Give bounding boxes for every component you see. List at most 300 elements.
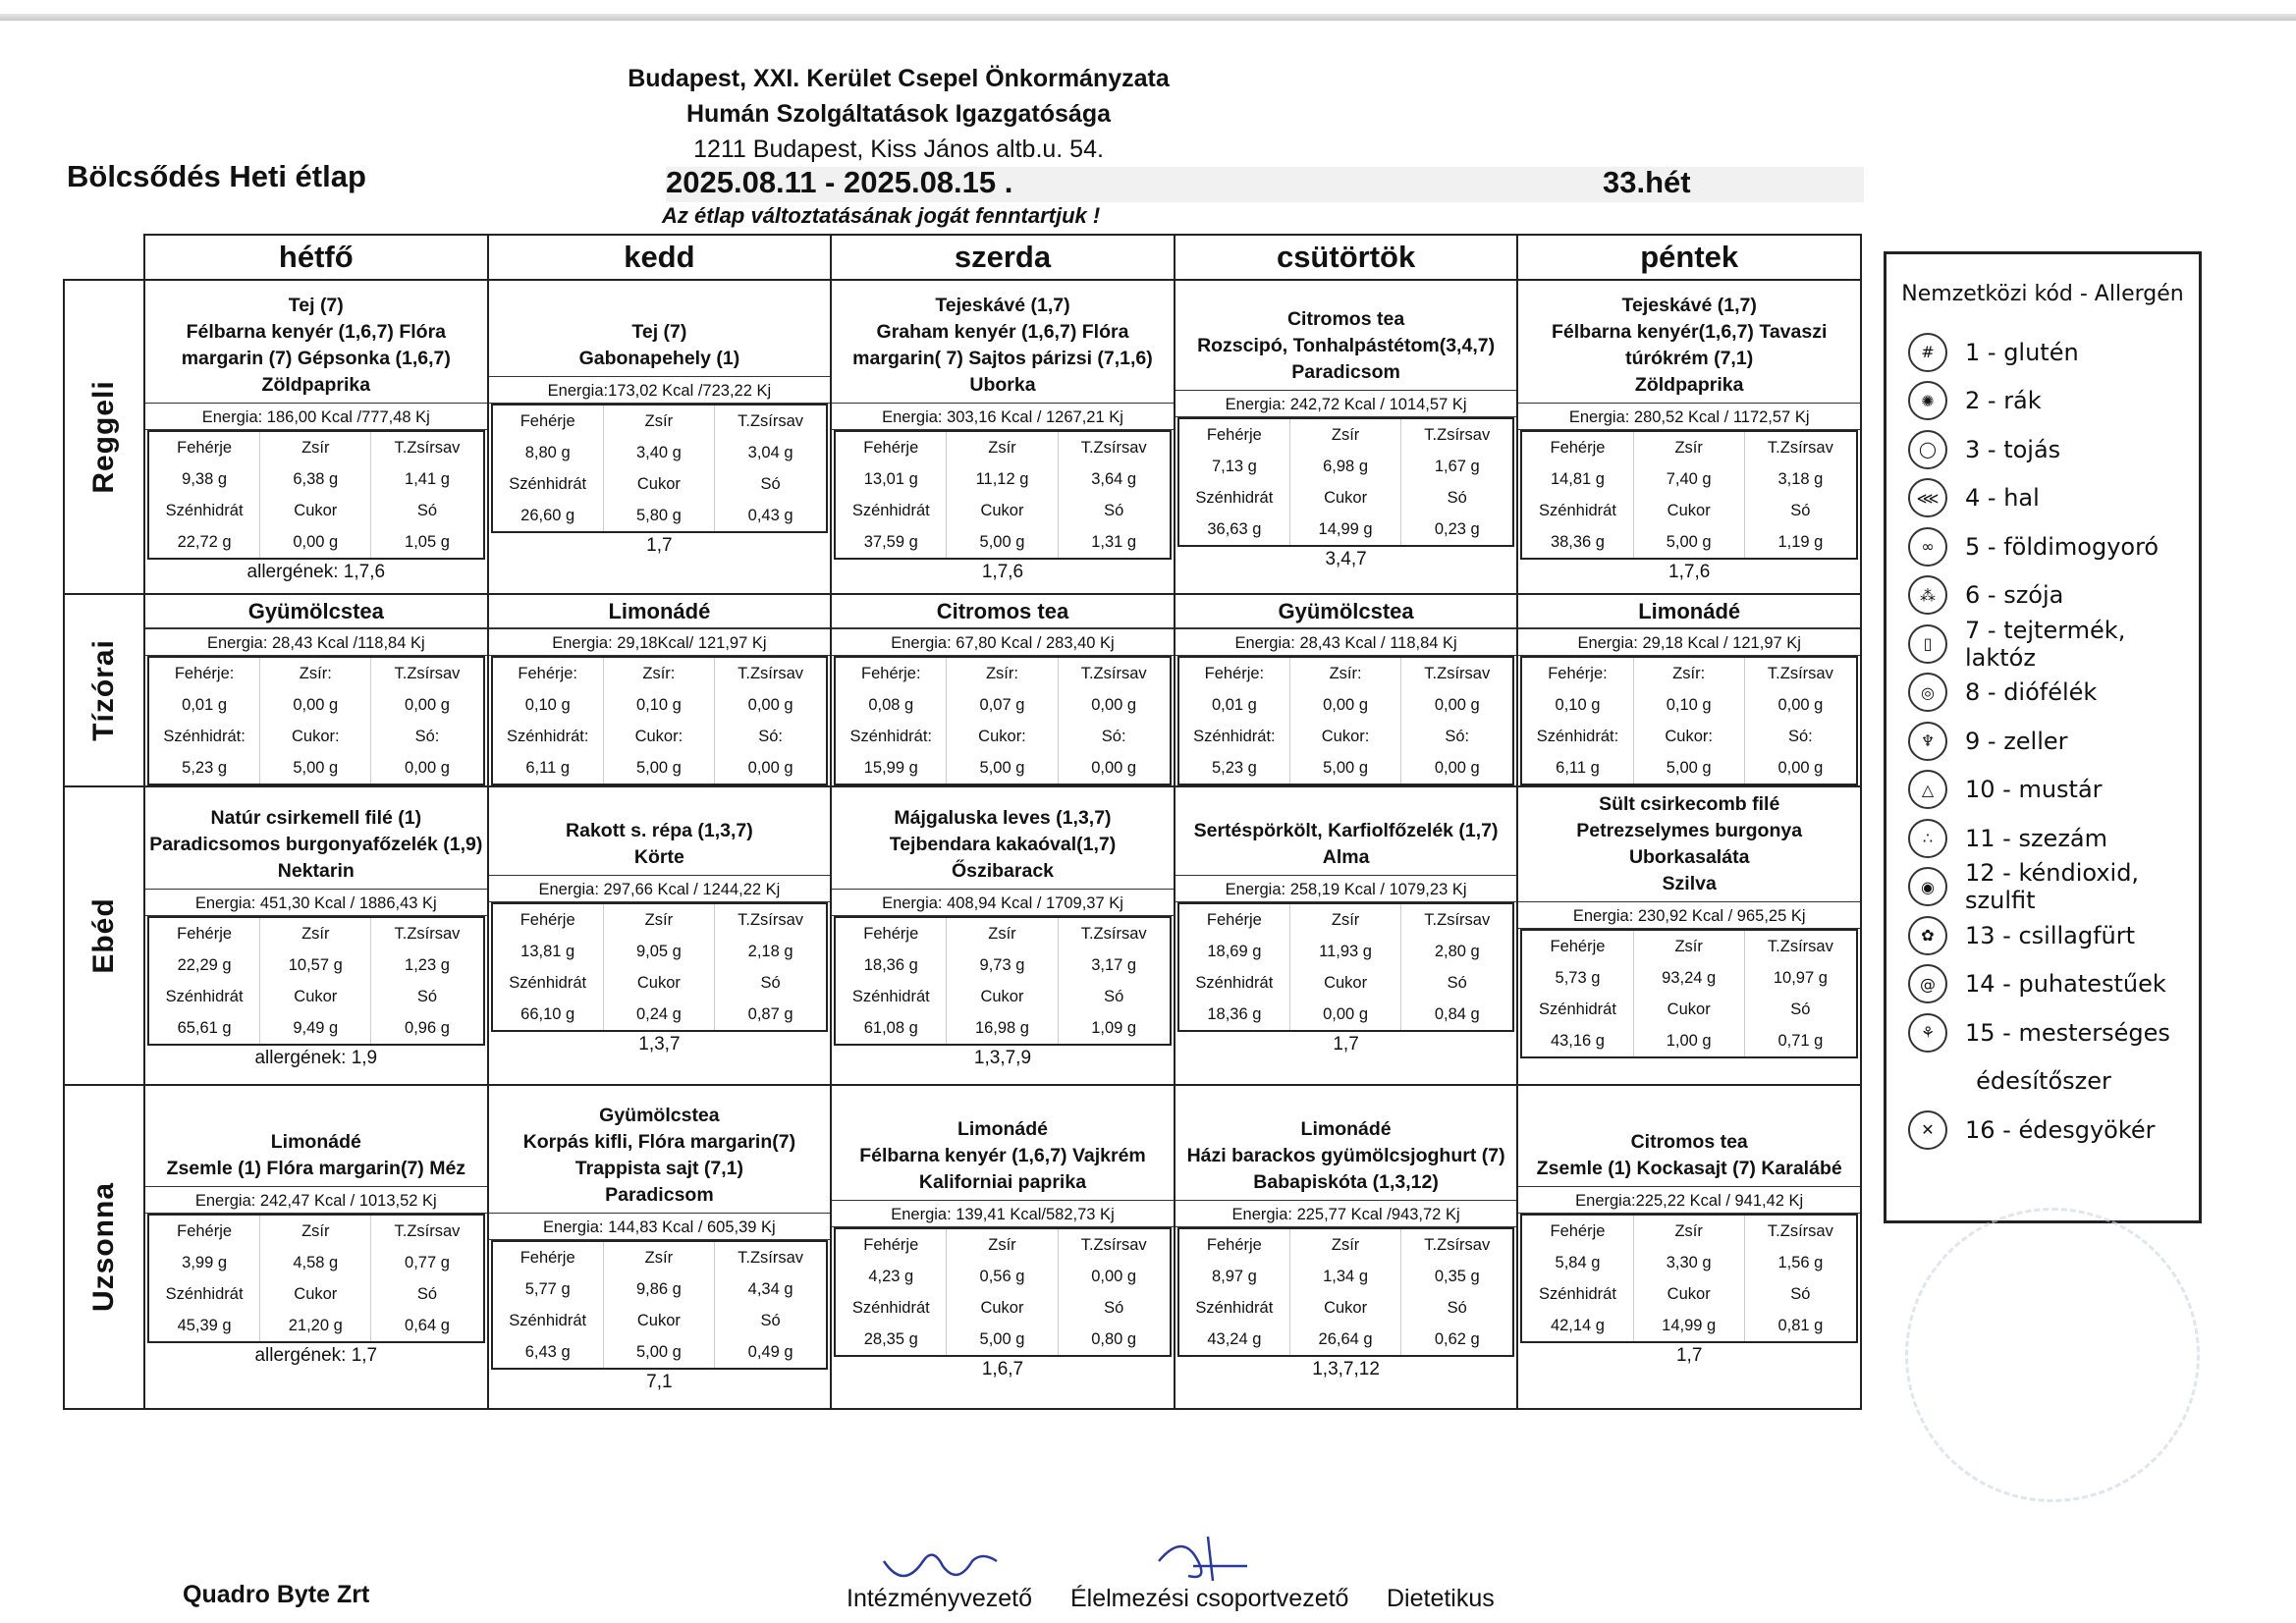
- nutrition-value: 5,00 g: [1634, 526, 1745, 558]
- nutrition-value: 0,96 g: [405, 1018, 450, 1037]
- nutrition-value: 4,34 g: [747, 1280, 793, 1298]
- menu-cell: [488, 280, 832, 594]
- legend-label: 2 - rák: [1965, 387, 2042, 415]
- nutrition-label: Zsír: [604, 406, 715, 437]
- nutrition-value: 0,00 g: [405, 759, 450, 777]
- nutrition-grid: [1177, 902, 1515, 1032]
- nutrition-value: 45,39 g: [149, 1310, 260, 1341]
- nutrition-label: Só: [416, 502, 438, 519]
- menu-cell: [488, 786, 832, 1085]
- nutrition-label: Só:: [414, 728, 440, 745]
- legend-item: [1886, 571, 2199, 621]
- meal-label-ebed: [64, 786, 144, 1085]
- nutrition-label: Szénhidrát: [1179, 482, 1290, 514]
- nutrition-value: 1,41 g: [405, 470, 450, 488]
- nutrition-value: 0,08 g: [836, 689, 947, 721]
- page-title: Bölcsődés Heti étlap: [67, 159, 366, 193]
- menu-cell: [488, 594, 832, 786]
- nutrition-label: Szénhidrát: [1522, 1278, 1633, 1310]
- nutrition-label: T.Zsírsav: [1080, 924, 1147, 943]
- legend-label: 9 - zeller: [1965, 727, 2068, 755]
- nutrition-grid: [147, 430, 485, 560]
- energy-value: Energia:173,02 Kcal /723,22 Kj: [489, 376, 831, 404]
- nutrition-label: T.Zsírsav: [1424, 665, 1491, 682]
- nutrition-label: Só: [1790, 1001, 1811, 1018]
- nutrition-value: 5,73 g: [1522, 962, 1633, 994]
- nutrition-label: Zsír: [947, 432, 1058, 463]
- nutrition-grid: [1177, 656, 1515, 785]
- nutrition-value: 26,60 g: [493, 500, 604, 531]
- nutrition-value: 5,00 g: [947, 752, 1058, 784]
- nutrition-label: Cukor: [1290, 1292, 1401, 1324]
- nutrition-label: Zsír: [947, 918, 1058, 949]
- nutrition-value: 6,11 g: [1522, 752, 1633, 784]
- legend-item: [1886, 911, 2199, 960]
- nutrition-value: 3,04 g: [747, 444, 793, 461]
- nutrition-label: Szénhidrát: [836, 981, 947, 1012]
- nutrition-grid: [834, 916, 1172, 1046]
- nutrition-label: Só:: [1445, 728, 1470, 745]
- allergen-codes: 1,7: [1675, 1345, 1703, 1366]
- nutrition-label: Cukor: [947, 1292, 1058, 1324]
- nutrition-label: Szénhidrát: [1522, 495, 1633, 526]
- sesame-icon: ∴: [1908, 819, 1947, 858]
- nutrition-value: 0,43 g: [747, 507, 793, 524]
- nutrition-value: 5,00 g: [1634, 752, 1745, 784]
- nutrition-label: Cukor: [947, 495, 1058, 526]
- legend-label: 4 - hal: [1965, 484, 2040, 513]
- legend-item: [1886, 616, 2199, 672]
- nutrition-value: 66,10 g: [493, 999, 604, 1030]
- food-items: Limonádé Házi barackos gyümölcsjoghurt (7) Babapiskóta (1,3,12): [1186, 1117, 1505, 1193]
- nutrition-value: 0,10 g: [1522, 689, 1633, 721]
- snack-name: Limonádé: [1518, 595, 1860, 628]
- energy-value: Energia: 28,43 Kcal /118,84 Kj: [145, 628, 487, 656]
- top-rule: [0, 14, 2296, 21]
- energy-value: Energia: 408,94 Kcal / 1709,37 Kj: [832, 889, 1174, 916]
- nutrition-label: T.Zsírsav: [1080, 1235, 1147, 1254]
- nutrition-value: 6,11 g: [493, 752, 604, 784]
- nutrition-label: Só:: [1788, 728, 1813, 745]
- nutrition-label: Só:: [1101, 728, 1126, 745]
- nutrition-value: 1,56 g: [1777, 1254, 1824, 1271]
- meal-name: Tízórai: [87, 639, 120, 741]
- nutrition-label: T.Zsírsav: [1080, 439, 1147, 457]
- food-items: Tejeskávé (1,7) Graham kenyér (1,6,7) Flóra margarin( 7) Sajtos párizsi (7,1,6) Uborka: [852, 295, 1153, 396]
- nutrition-label: Só: [1790, 502, 1811, 519]
- crab-icon: ✺: [1908, 381, 1947, 420]
- nutrition-value: 0,00 g: [1290, 689, 1401, 721]
- meal-label-uzsonna: [64, 1085, 144, 1409]
- nutrition-value: 5,00 g: [947, 1324, 1058, 1355]
- nutrition-label: Fehérje: [149, 1216, 260, 1247]
- legend-label: 5 - földimogyoró: [1965, 532, 2159, 561]
- nutrition-value: 9,73 g: [947, 949, 1058, 981]
- nutrition-value: 9,86 g: [604, 1273, 715, 1305]
- nutrition-label: Fehérje: [1179, 904, 1290, 936]
- nutrition-value: 0,00 g: [260, 689, 371, 721]
- nutrition-label: T.Zsírsav: [1767, 665, 1833, 682]
- nutrition-label: Zsír:: [1290, 658, 1401, 689]
- menu-cell: [831, 594, 1175, 786]
- allergen-codes: 1,7,6: [1668, 562, 1711, 582]
- nutrition-label: Cukor:: [947, 721, 1058, 752]
- nutrition-value: 2,18 g: [747, 943, 793, 960]
- nutrition-label: Zsír:: [260, 658, 371, 689]
- nutrition-label: Szénhidrát: [493, 1305, 604, 1336]
- legend-item: [1886, 960, 2199, 1009]
- nutrition-label: Cukor: [260, 981, 371, 1012]
- nutrition-label: Szénhidrát:: [836, 721, 947, 752]
- nutrition-label: T.Zsírsav: [394, 1222, 461, 1240]
- food-items: Tej (7) Gabonapehely (1): [578, 321, 740, 369]
- energy-value: Energia: 230,92 Kcal / 965,25 Kj: [1518, 901, 1860, 929]
- nutrition-grid: [491, 656, 829, 785]
- legend-item: [1886, 766, 2199, 815]
- nutrition-label: Só:: [758, 728, 783, 745]
- nutrition-label: Szénhidrát:: [1522, 721, 1633, 752]
- nut-icon: ◎: [1908, 673, 1947, 712]
- nutrition-value: 2,80 g: [1434, 943, 1480, 960]
- day-header-row: [64, 235, 1861, 280]
- legend-item: [1886, 1057, 2199, 1107]
- nutrition-label: Só: [760, 475, 781, 493]
- nutrition-label: Szénhidrát:: [493, 721, 604, 752]
- nutrition-value: 5,00 g: [260, 752, 371, 784]
- nutrition-label: T.Zsírsav: [1767, 938, 1833, 955]
- nutrition-label: Fehérje: [493, 904, 604, 936]
- food-items: Gyümölcstea Korpás kifli, Flóra margarin(7) Trappista sajt (7,1) Paradicsom: [522, 1105, 796, 1206]
- nutrition-label: Szénhidrát: [493, 468, 604, 500]
- nutrition-value: 3,64 g: [1091, 470, 1137, 488]
- legend-item: [1886, 814, 2199, 863]
- nutrition-value: 28,35 g: [836, 1324, 947, 1355]
- wheat-icon: #: [1908, 333, 1947, 372]
- sulfite-icon: ◉: [1908, 867, 1947, 906]
- nutrition-label: T.Zsírsav: [1424, 425, 1491, 444]
- nutrition-label: Zsír: [604, 1242, 715, 1273]
- menu-cell: [1175, 786, 1518, 1085]
- menu-cell: [1517, 786, 1861, 1085]
- nutrition-grid: [1520, 430, 1858, 560]
- menu-cell: [831, 1085, 1175, 1409]
- nutrition-label: Zsír: [1634, 432, 1745, 463]
- dept-name: Humán Szolgáltatások Igazgatósága: [685, 100, 1112, 128]
- nutrition-value: 14,99 g: [1634, 1310, 1745, 1341]
- nutrition-value: 1,67 g: [1434, 457, 1480, 475]
- signature-label-catering: Élelmezési csoportvezető: [1070, 1585, 1349, 1612]
- meal-name: Uzsonna: [87, 1181, 120, 1313]
- meal-row-ebed: [64, 786, 1861, 1085]
- nutrition-value: 0,00 g: [1091, 759, 1137, 777]
- nutrition-grid: [1520, 929, 1858, 1058]
- allergen-codes: allergének: 1,9: [254, 1047, 378, 1068]
- nutrition-label: Szénhidrát: [149, 981, 260, 1012]
- nutrition-value: 1,00 g: [1634, 1025, 1745, 1056]
- menu-cell: [488, 1085, 832, 1409]
- allergen-codes: 1,7,6: [981, 562, 1024, 582]
- legend-label: 3 - tojás: [1965, 435, 2061, 463]
- nutrition-value: 0,07 g: [947, 689, 1058, 721]
- day-wednesday: szerda: [831, 235, 1175, 280]
- nutrition-label: Só: [416, 987, 438, 1005]
- week-number: 33.hét: [1603, 165, 1691, 199]
- energy-value: Energia: 242,72 Kcal / 1014,57 Kj: [1175, 390, 1517, 417]
- nutrition-value: 5,84 g: [1522, 1247, 1633, 1278]
- peanut-icon: ∞: [1908, 527, 1947, 567]
- nutrition-value: 3,99 g: [149, 1247, 260, 1278]
- menu-table: [63, 234, 1862, 1410]
- nutrition-label: Cukor: [1634, 994, 1745, 1025]
- nutrition-label: Fehérje:: [836, 658, 947, 689]
- mustard-icon: △: [1908, 770, 1947, 809]
- nutrition-label: Cukor: [604, 468, 715, 500]
- food-items: Májgaluska leves (1,3,7) Tejbendara kakaóval(1,7) Őszibarack: [889, 806, 1117, 882]
- nutrition-value: 61,08 g: [836, 1012, 947, 1044]
- nutrition-label: Fehérje:: [493, 658, 604, 689]
- nutrition-value: 13,81 g: [493, 936, 604, 967]
- notice: Az étlap változtatásának jogát fenntartjuk !: [662, 203, 1101, 228]
- nutrition-value: 11,93 g: [1290, 936, 1401, 967]
- mollusc-icon: @: [1908, 964, 1947, 1003]
- licorice-icon: ✕: [1908, 1110, 1947, 1150]
- nutrition-value: 5,77 g: [493, 1273, 604, 1305]
- menu-cell: [831, 786, 1175, 1085]
- menu-cell: [144, 594, 488, 786]
- nutrition-value: 5,00 g: [604, 752, 715, 784]
- energy-value: Energia: 225,77 Kcal /943,72 Kj: [1175, 1200, 1517, 1227]
- nutrition-label: T.Zsírsav: [1767, 1222, 1833, 1240]
- nutrition-value: 15,99 g: [836, 752, 947, 784]
- day-friday: péntek: [1517, 235, 1861, 280]
- menu-cell: [1175, 280, 1518, 594]
- nutrition-label: T.Zsírsav: [1080, 665, 1147, 682]
- nutrition-value: 0,71 g: [1777, 1032, 1824, 1050]
- nutrition-label: T.Zsírsav: [738, 1249, 804, 1267]
- food-items: Sült csirkecomb filé Petrezselymes burgonya Uborkasaláta Szilva: [1576, 793, 1803, 894]
- nutrition-label: Cukor: [1290, 967, 1401, 999]
- nutrition-label: Só: [416, 1285, 438, 1303]
- nutrition-value: 0,00 g: [1777, 696, 1824, 714]
- nutrition-value: 0,00 g: [1290, 999, 1401, 1030]
- nutrition-label: Fehérje: [1522, 432, 1633, 463]
- nutrition-value: 36,63 g: [1179, 514, 1290, 545]
- menu-cell: [831, 280, 1175, 594]
- legend-label: 14 - puhatestűek: [1965, 970, 2166, 999]
- legend-label: 10 - mustár: [1965, 776, 2103, 804]
- menu-cell: [1175, 594, 1518, 786]
- nutrition-value: 0,00 g: [1434, 696, 1480, 714]
- nutrition-value: 4,23 g: [836, 1261, 947, 1292]
- nutrition-value: 0,84 g: [1434, 1005, 1480, 1023]
- nutrition-value: 0,10 g: [1634, 689, 1745, 721]
- nutrition-value: 5,00 g: [1290, 752, 1401, 784]
- nutrition-grid: [1520, 1214, 1858, 1343]
- org-name: Budapest, XXI. Kerület Csepel Önkormányzata: [628, 65, 1170, 92]
- allergen-codes: 1,3,7,9: [973, 1047, 1032, 1068]
- nutrition-label: Szénhidrát: [493, 967, 604, 999]
- nutrition-label: Fehérje:: [1522, 658, 1633, 689]
- energy-value: Energia: 144,83 Kcal / 605,39 Kj: [489, 1213, 831, 1240]
- nutrition-value: 0,01 g: [149, 689, 260, 721]
- nutrition-value: 0,00 g: [260, 526, 371, 558]
- energy-value: Energia: 139,41 Kcal/582,73 Kj: [832, 1200, 1174, 1227]
- menu-cell: [1517, 594, 1861, 786]
- nutrition-value: 42,14 g: [1522, 1310, 1633, 1341]
- nutrition-label: Só: [760, 1312, 781, 1329]
- nutrition-value: 0,80 g: [1091, 1329, 1137, 1348]
- nutrition-value: 0,64 g: [405, 1317, 450, 1334]
- menu-cell: [144, 280, 488, 594]
- soy-icon: ⁂: [1908, 575, 1947, 615]
- nutrition-label: Fehérje:: [1179, 658, 1290, 689]
- nutrition-label: Zsír:: [947, 658, 1058, 689]
- nutrition-value: 93,24 g: [1634, 962, 1745, 994]
- allergen-codes: 1,6,7: [981, 1358, 1024, 1380]
- energy-value: Energia: 67,80 Kcal / 283,40 Kj: [832, 628, 1174, 656]
- nutrition-value: 1,05 g: [405, 533, 450, 551]
- allergen-codes: 1,7: [1333, 1034, 1359, 1055]
- nutrition-label: Fehérje: [836, 432, 947, 463]
- nutrition-label: Só: [1104, 987, 1124, 1005]
- date-range: 2025.08.11 - 2025.08.15 .: [666, 165, 1013, 199]
- nutrition-value: 8,97 g: [1179, 1261, 1290, 1292]
- nutrition-label: Cukor:: [1290, 721, 1401, 752]
- nutrition-value: 3,18 g: [1777, 470, 1824, 488]
- nutrition-value: 11,12 g: [947, 463, 1058, 495]
- nutrition-label: Fehérje: [836, 918, 947, 949]
- nutrition-value: 0,62 g: [1434, 1329, 1480, 1348]
- meal-label-tizorai: [64, 594, 144, 786]
- nutrition-label: Szénhidrát:: [149, 721, 260, 752]
- nutrition-label: Zsír: [947, 1229, 1058, 1261]
- nutrition-label: Zsír: [260, 918, 371, 949]
- menu-cell: [1517, 1085, 1861, 1409]
- nutrition-value: 0,00 g: [1091, 696, 1137, 714]
- nutrition-label: Cukor:: [604, 721, 715, 752]
- nutrition-value: 1,34 g: [1290, 1261, 1401, 1292]
- day-tuesday: kedd: [488, 235, 832, 280]
- nutrition-label: Só: [1790, 1285, 1811, 1303]
- meal-row-tizorai: [64, 594, 1861, 786]
- nutrition-label: Szénhidrát: [149, 1278, 260, 1310]
- legend-label: 11 - szezám: [1965, 824, 2108, 852]
- nutrition-grid: [491, 902, 829, 1032]
- nutrition-value: 5,23 g: [149, 752, 260, 784]
- nutrition-value: 0,01 g: [1179, 689, 1290, 721]
- nutrition-value: 43,16 g: [1522, 1025, 1633, 1056]
- nutrition-grid: [491, 1240, 829, 1370]
- food-items: Limonádé Zsemle (1) Flóra margarin(7) Méz: [166, 1131, 466, 1179]
- nutrition-label: Cukor: [260, 1278, 371, 1310]
- nutrition-value: 0,10 g: [604, 689, 715, 721]
- nutrition-value: 0,56 g: [947, 1261, 1058, 1292]
- nutrition-value: 6,98 g: [1290, 451, 1401, 482]
- nutrition-value: 26,64 g: [1290, 1324, 1401, 1355]
- allergen-codes: allergének: 1,7,6: [246, 562, 386, 582]
- nutrition-value: 0,87 g: [747, 1005, 793, 1023]
- nutrition-label: T.Zsírsav: [1424, 1235, 1491, 1254]
- allergen-codes: 1,7: [646, 535, 673, 556]
- nutrition-label: Fehérje: [836, 1229, 947, 1261]
- nutrition-value: 9,38 g: [149, 463, 260, 495]
- nutrition-value: 5,00 g: [947, 526, 1058, 558]
- nutrition-value: 3,40 g: [604, 437, 715, 468]
- milk-icon: ▯: [1908, 624, 1947, 664]
- allergen-codes: 7,1: [646, 1372, 673, 1392]
- food-items: Tej (7) Félbarna kenyér (1,6,7) Flóra margarin (7) Gépsonka (1,6,7) Zöldpaprika: [181, 295, 451, 396]
- allergen-codes: allergének: 1,7: [254, 1345, 378, 1366]
- food-items: Natúr csirkemell filé (1) Paradicsomos burgonyafőzelék (1,9) Nektarin: [149, 806, 483, 882]
- nutrition-label: Só: [1447, 488, 1467, 507]
- energy-value: Energia: 297,66 Kcal / 1244,22 Kj: [489, 875, 831, 902]
- nutrition-label: Zsír: [1290, 904, 1401, 936]
- signature-1: [864, 1532, 1061, 1591]
- nutrition-value: 14,81 g: [1522, 463, 1633, 495]
- food-items: Citromos tea Rozscipó, Tonhalpástétom(3,4,7) Paradicsom: [1197, 307, 1496, 383]
- address: 1211 Budapest, Kiss János altb.u. 54.: [693, 135, 1104, 163]
- legend-item: [1886, 425, 2199, 474]
- legend-label: édesítőszer: [1976, 1067, 2111, 1096]
- day-monday: hétfő: [144, 235, 488, 280]
- legend-label: 8 - diófélék: [1965, 678, 2098, 707]
- egg-icon: ◯: [1908, 430, 1947, 469]
- fish-icon: ⋘: [1908, 478, 1947, 517]
- nutrition-value: 0,00 g: [405, 696, 450, 714]
- nutrition-value: 1,09 g: [1091, 1018, 1137, 1037]
- meal-label-reggeli: [64, 280, 144, 594]
- nutrition-label: Szénhidrát: [1179, 1292, 1290, 1324]
- nutrition-label: Só: [760, 974, 781, 992]
- legend-item: [1886, 522, 2199, 571]
- nutrition-value: 9,05 g: [604, 936, 715, 967]
- nutrition-label: Szénhidrát: [1522, 994, 1633, 1025]
- sweetener-icon: ⚘: [1908, 1013, 1947, 1053]
- nutrition-label: Só: [1447, 974, 1467, 992]
- nutrition-value: 6,43 g: [493, 1336, 604, 1368]
- allergen-codes: 1,3,7: [638, 1034, 681, 1055]
- legend-label: 12 - kéndioxid, szulfit: [1965, 859, 2140, 915]
- menu-cell: [144, 786, 488, 1085]
- meal-name: Reggeli: [87, 380, 120, 494]
- nutrition-label: Fehérje: [1522, 1216, 1633, 1247]
- nutrition-label: Zsír: [1634, 931, 1745, 962]
- legend-item: [1886, 474, 2199, 523]
- nutrition-label: Szénhidrát: [149, 495, 260, 526]
- menu-cell: [1517, 280, 1861, 594]
- legend-label: 6 - szója: [1965, 581, 2064, 610]
- nutrition-grid: [1520, 656, 1858, 785]
- nutrition-label: T.Zsírsav: [394, 924, 461, 943]
- legend-label: 13 - csillagfürt: [1965, 921, 2136, 949]
- nutrition-value: 3,30 g: [1634, 1247, 1745, 1278]
- nutrition-grid: [1177, 1227, 1515, 1357]
- nutrition-value: 5,23 g: [1179, 752, 1290, 784]
- nutrition-label: Fehérje: [1522, 931, 1633, 962]
- nutrition-label: Zsír: [260, 1216, 371, 1247]
- menu-cell: [1175, 1085, 1518, 1409]
- nutrition-label: Szénhidrát:: [1179, 721, 1290, 752]
- nutrition-label: Zsír:: [604, 658, 715, 689]
- nutrition-label: Só: [1104, 502, 1124, 519]
- nutrition-value: 4,58 g: [260, 1247, 371, 1278]
- nutrition-value: 14,99 g: [1290, 514, 1401, 545]
- food-items: Rakott s. répa (1,3,7) Körte: [566, 820, 753, 868]
- nutrition-grid: [147, 1214, 485, 1343]
- nutrition-value: 43,24 g: [1179, 1324, 1290, 1355]
- nutrition-label: Szénhidrát: [836, 1292, 947, 1324]
- nutrition-value: 10,97 g: [1773, 969, 1828, 987]
